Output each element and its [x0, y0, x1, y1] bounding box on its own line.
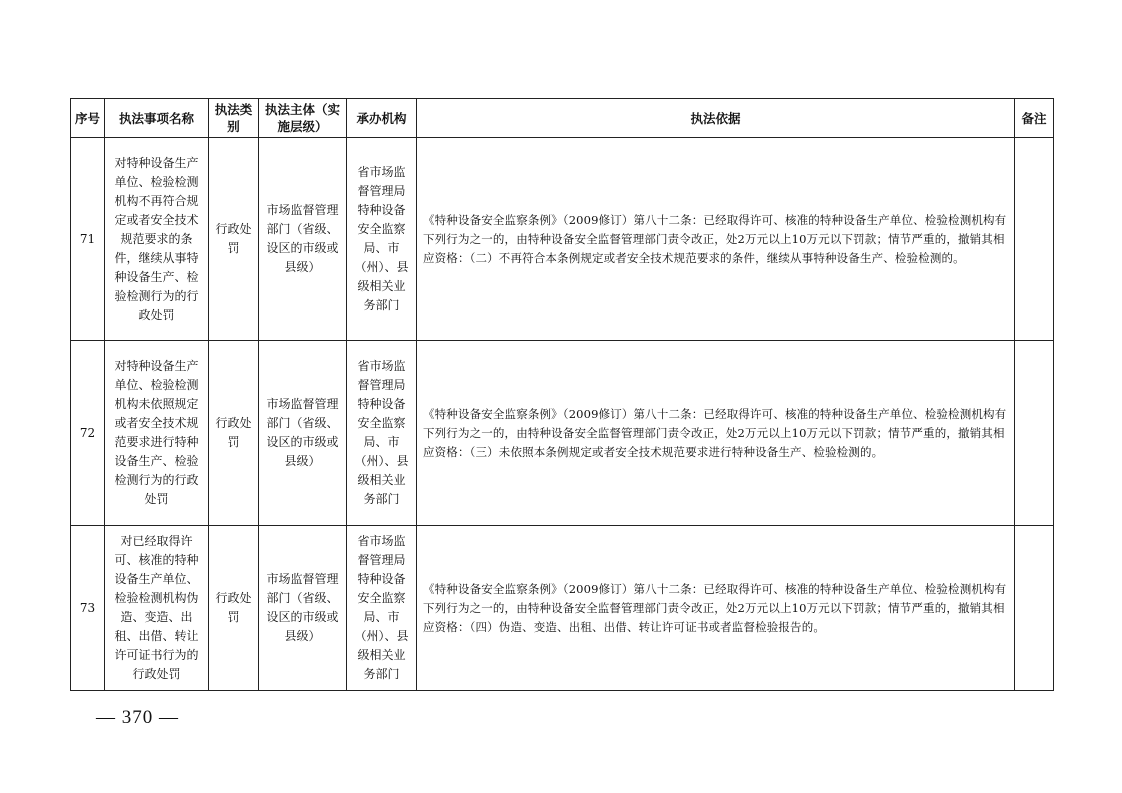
row-subject: 市场监督管理部门（省级、设区的市级或县级）: [259, 138, 347, 341]
page-number: — 370 —: [96, 707, 179, 728]
row-org: 省市场监督管理局特种设备安全监察局、市（州）、县级相关业务部门: [347, 138, 417, 341]
row-basis: 《特种设备安全监察条例》（2009修订）第八十二条：已经取得许可、核准的特种设备生产单位、检验检测机构有下列行为之一的，由特种设备安全监督管理部门责令改正，处2万元以上10万元以下罚款；情节严重的，撤销其相应资格：（二）不再符合本条例规定或者安全技术规范要求的条件，继续从事特种设备生产、检验检测的。: [417, 138, 1015, 341]
header-remark: 备注: [1015, 99, 1054, 138]
row-remark: [1015, 341, 1054, 526]
row-seq: 72: [71, 341, 105, 526]
row-basis: 《特种设备安全监察条例》（2009修订）第八十二条：已经取得许可、核准的特种设备生产单位、检验检测机构有下列行为之一的，由特种设备安全监督管理部门责令改正，处2万元以上10万元以下罚款；情节严重的，撤销其相应资格：（四）伪造、变造、出租、出借、转让许可证书或者监督检验报告的。: [417, 526, 1015, 691]
row-category: 行政处罚: [209, 341, 259, 526]
row-basis: 《特种设备安全监察条例》（2009修订）第八十二条：已经取得许可、核准的特种设备生产单位、检验检测机构有下列行为之一的，由特种设备安全监督管理部门责令改正，处2万元以上10万元以下罚款；情节严重的，撤销其相应资格：（三）未依照本条例规定或者安全技术规范要求进行特种设备生产、检验检测的。: [417, 341, 1015, 526]
table-row: [71, 341, 1054, 526]
header-name: 执法事项名称: [105, 99, 209, 138]
enforcement-table: [70, 98, 1054, 691]
header-category: 执法类别: [209, 99, 259, 138]
table-header-row: [71, 99, 1054, 138]
row-remark: [1015, 138, 1054, 341]
row-item-name: 对已经取得许可、核准的特种设备生产单位、检验检测机构伪造、变造、出租、出借、转让许可证书行为的行政处罚: [105, 526, 209, 691]
row-category: 行政处罚: [209, 138, 259, 341]
table-row: [71, 138, 1054, 341]
header-basis: 执法依据: [417, 99, 1015, 138]
row-category: 行政处罚: [209, 526, 259, 691]
row-org: 省市场监督管理局特种设备安全监察局、市（州）、县级相关业务部门: [347, 341, 417, 526]
row-subject: 市场监督管理部门（省级、设区的市级或县级）: [259, 526, 347, 691]
row-item-name: 对特种设备生产单位、检验检测机构未依照规定或者安全技术规范要求进行特种设备生产、检验检测行为的行政处罚: [105, 341, 209, 526]
row-item-name: 对特种设备生产单位、检验检测机构不再符合规定或者安全技术规范要求的条件，继续从事特种设备生产、检验检测行为的行政处罚: [105, 138, 209, 341]
row-remark: [1015, 526, 1054, 691]
row-seq: 73: [71, 526, 105, 691]
header-org: 承办机构: [347, 99, 417, 138]
header-subject: 执法主体（实施层级）: [259, 99, 347, 138]
row-org: 省市场监督管理局特种设备安全监察局、市（州）、县级相关业务部门: [347, 526, 417, 691]
table-row: [71, 526, 1054, 691]
row-subject: 市场监督管理部门（省级、设区的市级或县级）: [259, 341, 347, 526]
header-seq: 序号: [71, 99, 105, 138]
row-seq: 71: [71, 138, 105, 341]
